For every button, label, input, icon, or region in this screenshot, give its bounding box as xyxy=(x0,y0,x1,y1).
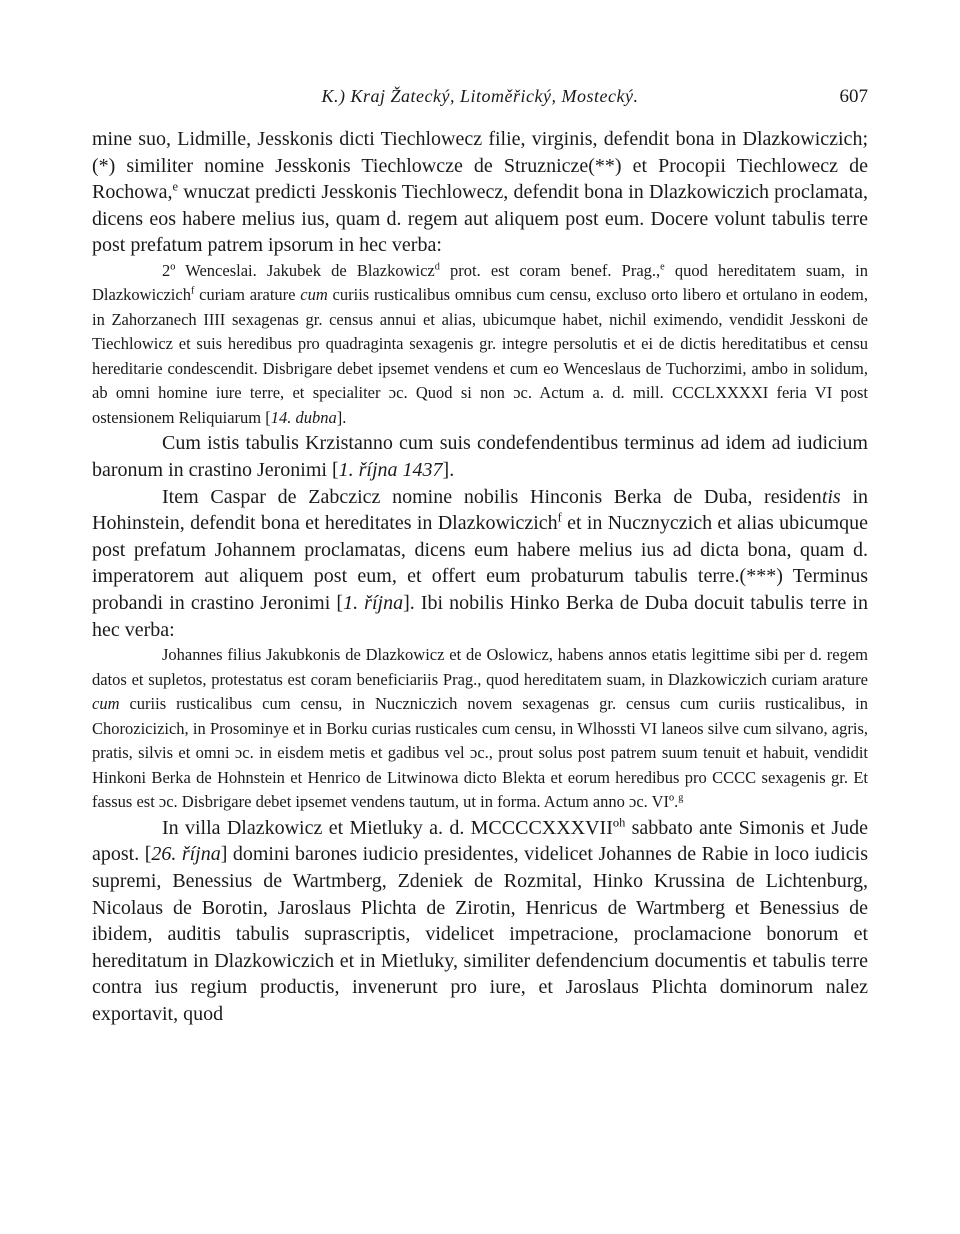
paragraph-term xyxy=(92,430,868,483)
text-run: curiis rusticalibus cum censu, in Nuczniczich novem sexagenas gr. census cum curiis rusticalibus, in Chorozicizich, in Prosominye et in Borku curias rusticales cum censu, in Wlhossti VI laneos silve cum silvano, agris, pratis, silvis et omni ɔc. in eisdem metis et gadibus vel ɔc., prout solus post patrem suum tenuit et habuit, vendidit Hinkoni Berka de Hohnstein et Henrico de Litwinowa dicto Blekta et eorum heredibus pro CCCC sexagenis gr. Et fassus est ɔc. Disbrigare debet ipsemet vendens tautum, ut in forma. Actum anno ɔc. VIº. xyxy=(92,694,868,812)
page-header xyxy=(92,86,868,116)
running-head: K.) Kraj Žatecký, Litoměřický, Mostecký. xyxy=(321,86,639,106)
footnote-marker: e xyxy=(660,261,665,273)
text-run: Item Caspar de Zabczicz nomine nobilis Hinconis Berka de Duba, residen xyxy=(162,485,822,508)
quoted-record-2 xyxy=(92,643,868,815)
paragraph-judgment xyxy=(92,815,868,1028)
text-run: 2º Wenceslai. Jakubek de Blazkowicz xyxy=(162,260,435,280)
paragraph-defense xyxy=(92,484,868,644)
text-run: ]. xyxy=(442,459,455,482)
footnote-marker: e xyxy=(172,179,179,194)
text-run: ]. xyxy=(336,407,347,427)
italic-date: 1. října xyxy=(343,592,404,615)
footnote-marker: d xyxy=(434,261,440,273)
text-run: prot. est coram benef. Prag., xyxy=(439,260,661,280)
text-run: sabbato ante Simonis et Jude apost. [ xyxy=(92,816,869,866)
italic-date: 14. dubna xyxy=(270,407,337,427)
quoted-record-1 xyxy=(92,259,868,431)
text-run: In villa Dlazkowicz et Mietluky a. d. MCCCCXXXVIIº xyxy=(162,816,620,839)
italic-run: cum xyxy=(92,694,120,714)
footnote-marker: g xyxy=(678,792,684,804)
text-run: curiam arature xyxy=(194,285,301,305)
footnote-marker: f xyxy=(190,285,195,297)
text-run: in Hohinstein, defendit bona et hereditates in Dlazkowiczich xyxy=(92,485,868,535)
text-run: ] domini barones iudicio presidentes, videlicet Johannes de Rabie in loco iudicis supremi, Benessius de Wartmberg, Zdeniek de Rozmital, Hinko Krussina de Lichtenburg, Nicolaus de Borotin, Jaroslaus Plichta de Zirotin, Henricus de Wartmberg et Benessius de ibidem, auditis tabulis suprascriptis, videlicet impetracione, proclamacione bonorum et hereditatum in Dlazkowiczich et in Mietluky, similiter defendencium documentis et tabulis terre contra ius regium productis, invenerunt pro iure, et Jaroslaus Plichta dominorum nalez exportavit, quod xyxy=(92,843,868,1025)
italic-date: 1. října 1437 xyxy=(338,459,443,482)
text-run: et in Nucznyczich et alias ubicumque post prefatum Johannem proclamatas, dicens eum habere melius ius ad dicta bona, quam d. imperatorem aut aliquem post eum, et offert eum probaturum tabulis terre.(***) Terminus probandi in crastino Jeronimi [ xyxy=(92,512,869,615)
footnote-marker: f xyxy=(557,510,562,525)
italic-run: cum xyxy=(300,285,328,305)
text-run: curiis rusticalibus omnibus cum censu, excluso orto libero et ortulano in eodem, in Zahorzanech IIII sexagenas gr. census annui et alias, ubicumque habet, nichil eximendo, vendidit Jesskoni de Tiechlowicz et suis heredibus pro quadraginta sexagenis gr. integre persolutis et ei de dictis hereditatibus et censu hereditarie condescendit. Disbrigare debet ipsemet vendens et cum eo Wenceslaus de Tuchorzimi, ambo in solidum, ab omni homine iure terre, et specialiter ɔc. Quod si non ɔc. Actum a. d. mill. CCCLXXXXI feria VI post ostensionem Reliquiarum [ xyxy=(92,285,868,427)
text-run: Johannes filius Jakubkonis de Dlazkowicz et de Oslowicz, habens annos etatis legittime sibi per d. regem datos et supletos, protestatus est coram beneficiariis Prag., quod hereditatem suam, in Dlazkowiczich curiam arature xyxy=(92,645,868,689)
page-number: 607 xyxy=(839,86,868,107)
italic-date: 26. října xyxy=(151,843,221,866)
paragraph-continuation xyxy=(92,126,868,259)
text-run: quod hereditatem suam, in Dlazkowiczich xyxy=(92,260,868,305)
text-run: wnuczat predicti Jesskonis Tiechlowecz, defendit bona in Dlazkowiczich proclamata, dicens eos habere melius ius, quam d. regem aut aliquem post eum. Docere volunt tabulis terre post prefatum patrem ipsorum in hec verba: xyxy=(92,181,868,257)
footnote-marker: h xyxy=(619,815,626,830)
text-run: Cum istis tabulis Krzistanno cum suis condefendentibus terminus ad idem ad iudicium baronum in crastino Jeronimi [ xyxy=(92,432,868,482)
text-run: mine suo, Lidmille, Jesskonis dicti Tiechlowecz filie, virginis, defendit bona in Dlazkowiczich;(*) similiter nomine Jesskonis Tiechlowcze de Struznicze(**) et Procopii Tiechlowecz de Rochowa, xyxy=(92,128,868,204)
italic-run: tis xyxy=(821,485,841,508)
text-run: ]. Ibi nobilis Hinko Berka de Duba docuit tabulis terre in hec verba: xyxy=(92,592,868,641)
body-text xyxy=(92,126,868,1027)
